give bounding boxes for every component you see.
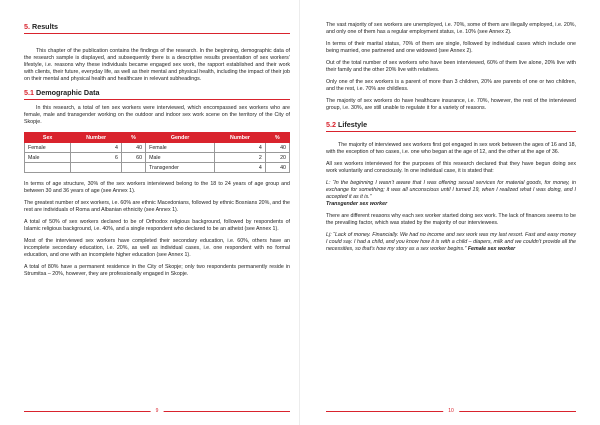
- section-number: 5.: [24, 22, 30, 31]
- page-footer: [326, 408, 576, 416]
- table-cell: Female: [146, 143, 215, 153]
- table-cell: 40: [265, 163, 289, 173]
- table-cell: Female: [25, 143, 71, 153]
- ethnicity-paragraph: The greatest number of sex workers, i.e. 60% are ethnic Macedonians, followed by ethnic Bosnians 20%, and the rest are individuals of Roma and Albanian ethnicity (see Annex 1).: [24, 200, 290, 213]
- table-header: Number: [215, 133, 266, 143]
- section-title: Results: [32, 22, 58, 31]
- section-heading-demographic: [24, 88, 290, 100]
- table-row: [25, 143, 290, 153]
- marital-paragraph: In terms of their marital status, 70% of them are single, followed by individual cases which include one being married, one partnered and one widowed (see Annex 2).: [326, 41, 576, 54]
- table-cell: Transgender: [146, 163, 215, 173]
- table-cell: 4: [215, 163, 266, 173]
- page-number: 10: [443, 408, 459, 414]
- quote-transgender: [326, 180, 576, 208]
- table-header: %: [121, 133, 145, 143]
- table-header-row: [25, 133, 290, 143]
- table-row: [25, 153, 290, 163]
- table-cell: Male: [146, 153, 215, 163]
- insurance-paragraph: The majority of sex workers do have healthcare insurance, i.e. 70%, however, the rest of the interviewed group, i.e. 30%, are still unable to regulate it for a variety of reasons.: [326, 98, 576, 111]
- table-cell: [121, 163, 145, 173]
- table-header: Gender: [146, 133, 215, 143]
- section-heading-lifestyle: [326, 120, 576, 132]
- quote-text: Lj: “Lack of money. Financially. We had no income and sex work was my last resort. Fast and easy money I could say. I had a child, and you know how it is with a child – diapers, milk and we couldn’t provide all the necessities, so that’s how my story as a sex worker begins.”: [326, 232, 576, 252]
- children-paragraph: Only one of the sex workers is a parent of more than 3 children, 20% are parents of one or two children, and the rest, i.e. 70% are childless.: [326, 79, 576, 92]
- table-cell: 40: [121, 143, 145, 153]
- section-number: 5.1: [24, 88, 34, 97]
- education-paragraph: Most of the interviewed sex workers have completed their secondary education, i.e. 60%, others have an incomplete secondary education, i.e. 20%, as well as individual cases, i.e. one respondent with no formal education, and one with an incomplete higher education (see Annex 1).: [24, 238, 290, 258]
- employment-paragraph: The vast majority of sex workers are unemployed, i.e. 70%, some of them are illegally employed, i.e. 20%, and only one of them has a regular employment status, i.e. 10% (see Annex 2).: [326, 22, 576, 35]
- table-header: Sex: [25, 133, 71, 143]
- reasons-paragraph: There are different reasons why each sex worker started doing sex work. The lack of finances seems to be the prevailing factor, which was stated by the majority of our interviewees.: [326, 213, 576, 226]
- section-title: Lifestyle: [338, 120, 368, 129]
- table-cell: [25, 163, 71, 173]
- table-cell: 40: [265, 143, 289, 153]
- quote-author: Transgender sex worker: [326, 201, 388, 207]
- first-engaged-paragraph: The majority of interviewed sex workers first got engaged in sex work between the ages of 16 and 18, with the exception of two cases, i.e. one who began at the age of 12, and the other at the age of 36.: [326, 142, 576, 155]
- age-paragraph: In terms of age structure, 30% of the sex workers interviewed belong to the 18 to 24 years of age group and between 30 and 36 years of age (see Annex 1).: [24, 181, 290, 194]
- table-cell: 4: [215, 143, 266, 153]
- table-cell: 2: [215, 153, 266, 163]
- voluntary-paragraph: All sex workers interviewed for the purposes of this research declared that they have begun doing sex work voluntarily and consciously. In one individual case, it is stated that:: [326, 161, 576, 174]
- table-header: %: [265, 133, 289, 143]
- right-page: [300, 0, 600, 425]
- table-cell: 60: [121, 153, 145, 163]
- table-cell: 6: [71, 153, 122, 163]
- quote-text: L: “In the beginning I wasn’t aware that I was offering sexual services for material goods, for money, in exchange for something; it was all unconscious until I turned 19, when I realized what I was doing, and I accepted it as it is.”: [326, 180, 576, 200]
- table-header: Number: [71, 133, 122, 143]
- section-number: 5.2: [326, 120, 336, 129]
- demographic-paragraph: In this research, a total of ten sex workers were interviewed, which encompassed sex workers who are female, male and transgender working on the outdoor and indoor sex work scene on the territory of the City of Skopje.: [24, 105, 290, 125]
- table-cell: Male: [25, 153, 71, 163]
- results-paragraph: This chapter of the publication contains the findings of the research. In the beginning, demographic data of the research sample is displayed, and subsequently there is a descriptive results presentation of sex workers’ lifestyle, i.e. reasons why these individuals became engaged sex work, the rapport established and their work with clients, their future, everyday life, as well as their mental and physical health, including the impact of their job on their mental and physical health and healthcare in relevant subheadings.: [24, 48, 290, 82]
- table-row: [25, 163, 290, 173]
- page-number: 9: [151, 408, 164, 414]
- table-cell: 20: [265, 153, 289, 163]
- quote-author: Female sex worker: [467, 246, 516, 252]
- religion-paragraph: A total of 50% of sex workers declared to be of Orthodox religious background, followed by respondents of Islamic religious background, i.e. 40%, and a single respondent who declared to be an atheist (see Annex 1).: [24, 219, 290, 232]
- page-footer: [24, 408, 290, 416]
- section-title: Demographic Data: [36, 88, 100, 97]
- demographic-table: [24, 132, 290, 173]
- section-heading-results: [24, 22, 290, 34]
- quote-female: [326, 232, 576, 253]
- table-cell: 4: [71, 143, 122, 153]
- residence-paragraph: A total of 80% have a permanent residence in the City of Skopje; only two respondents permanently reside in Strumitsa – 20%, however, they are professionally engaged in Skopje.: [24, 264, 290, 277]
- living-paragraph: Out of the total number of sex workers who have been interviewed, 60% of them live alone, 20% live with their family and the other 20% live with relatives.: [326, 60, 576, 73]
- table-cell: [71, 163, 122, 173]
